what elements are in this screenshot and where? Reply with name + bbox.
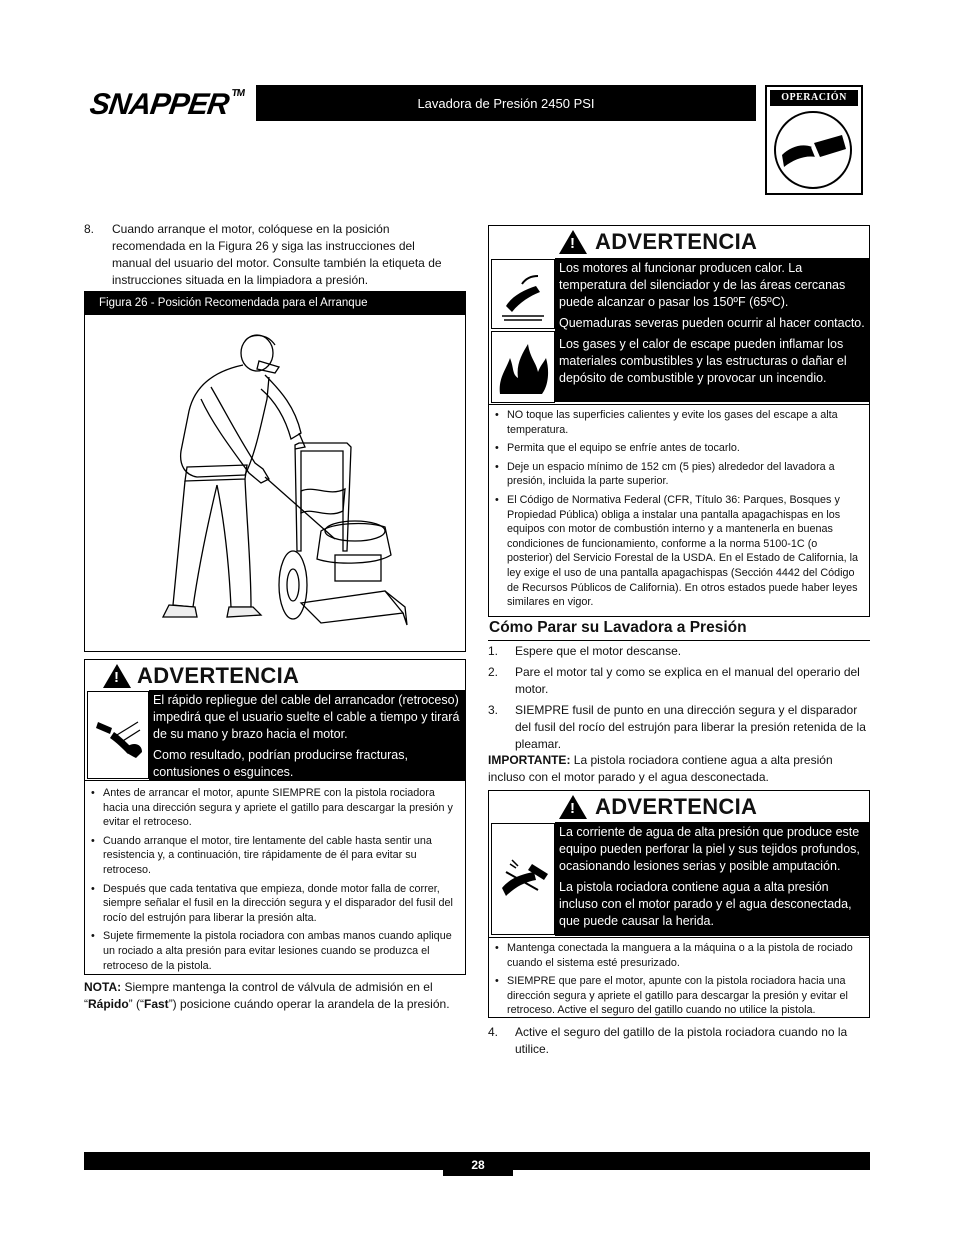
step-4-list [488, 1024, 870, 1062]
stop-steps-list [488, 643, 870, 757]
warning-header [489, 226, 869, 258]
warning-high-pressure [488, 790, 870, 1018]
page-title: Lavadora de Presión 2450 PSI [417, 95, 595, 111]
nota-label: NOTA: [84, 980, 122, 994]
step-number: 2. [488, 665, 499, 679]
nota-fast: Fast [144, 997, 169, 1011]
step-8-number: 8. [84, 222, 95, 236]
warning-header [85, 660, 465, 692]
header-title-bar [256, 85, 756, 121]
warning-hazard-text: El rápido repliegue del cable del arrancador (retroceso) impedirá que el usuario suelte el cable a tiempo y tirará de su mano y brazo hacia el motor. [153, 693, 460, 741]
warning-kickback [84, 659, 466, 975]
warning-heat-text: Los motores al funcionar producen calor. La temperatura del silenciador y de las áreas cercanas puede alcanzar o pasar los 150ºF (65ºC). [559, 261, 846, 309]
page-number: 28 [443, 1152, 513, 1176]
warning-bullets [491, 408, 861, 614]
injection-hazard-icon [491, 823, 555, 935]
warning-triangle-icon [559, 795, 587, 819]
list-item [488, 643, 870, 660]
step-8-text: Cuando arranque el motor, colóquese en la posición recomendada en la Figura 26 y siga las instrucciones del manual del usuario del motor. Consulte también la etiqueta de instrucciones situada en la limpiadora a presión. [112, 222, 442, 287]
nota-rapido: Rápido [88, 997, 129, 1011]
list-item [488, 664, 870, 698]
warning-bullets [491, 941, 861, 1022]
warning-message [555, 822, 869, 936]
step-number: 1. [488, 644, 499, 658]
list-item: • Cuando arranque el motor, tire lentamente del cable hasta sentir una resistencia y, a continuación, tire rápidamente de él para evitar su retroceso. [87, 834, 459, 878]
warning-consequence-text: Como resultado, podrían producirse fracturas, contusiones o esguinces. [153, 748, 408, 779]
warning-injection-text: La corriente de agua de alta presión que produce este equipo pueden perforar la piel y sus tejidos profundos, ocasionando lesiones serias y posible amputación. [559, 825, 860, 873]
figure-caption: Figura 26 - Posición Recomendada para el Arranque [85, 292, 465, 315]
warning-fire-text: Los gases y el calor de escape pueden inflamar los materiales combustibles y las estructuras o dañar el depósito de combustible y provocar un incendio. [559, 337, 847, 385]
list-item: • Después que cada tentativa que empieza, donde motor falla de correr, siempre señalar el fusil en la dirección segura y el disparador del fusil del rocío del estrujón para liberar la presión alta. [87, 882, 459, 926]
hand-lever-icon [774, 111, 852, 189]
warning-pressure-text: La pistola rociadora contiene agua a alta presión incluso con el motor parado y el agua desconectada, que puede causar la herida. [559, 880, 852, 928]
section-title-stop: Cómo Parar su Lavadora a Presión [489, 619, 747, 636]
warning-title: ADVERTENCIA [595, 229, 758, 254]
warning-triangle-icon [103, 664, 131, 688]
logo-tm: TM [230, 88, 245, 99]
list-item: • Mantenga conectada la manguera a la máquina o a la pistola de rociado cuando el sistema esté presurizado. [491, 941, 861, 970]
warning-message [555, 258, 869, 402]
operation-badge [765, 85, 863, 195]
list-item: • Permita que el equipo se enfríe antes de tocarlo. [491, 441, 861, 456]
list-item: • Deje un espacio mínimo de 152 cm (5 pies) alrededor del lavadora a presión, incluida la parte superior. [491, 460, 861, 489]
nota-text-3: ”) posicione cuándo operar la arandela de la presión. [168, 997, 450, 1011]
list-item: • NO toque las superficies calientes y evite los gases del escape a alta temperatura. [491, 408, 861, 437]
fire-icon [491, 331, 555, 403]
list-item: • Antes de arrancar el motor, apunte SIEMPRE con la pistola rociadora hacia una dirección segura y apriete el gatillo para descargar la presión y evitar el retroceso. [87, 786, 459, 830]
nota-paragraph [84, 979, 468, 1013]
warning-triangle-icon [559, 230, 587, 254]
person-starting-washer-illustration [85, 315, 465, 651]
step-text: Pare el motor tal y como se explica en el manual del operario del motor. [515, 665, 860, 696]
warning-header [489, 791, 869, 823]
step-text: SIEMPRE fusil de punto en una dirección segura y el disparador del fusil del rocío del estrujón para liberar la presión retenida de la pleamar. [515, 703, 866, 751]
warning-title: ADVERTENCIA [137, 663, 300, 688]
step-number: 3. [488, 703, 499, 717]
snapper-logo [88, 88, 245, 122]
list-item [488, 1024, 870, 1058]
importante-label: IMPORTANTE: [488, 753, 571, 767]
list-item: • SIEMPRE que pare el motor, apunte con la pistola rociadora hacia una dirección segura y apriete el gatillo para descargar la presión y evitar el retroceso. Active el seguro del gatillo cuando no utilice la pistola. [491, 974, 861, 1018]
section-divider [488, 640, 870, 641]
warning-title: ADVERTENCIA [595, 794, 758, 819]
step-text: Active el seguro del gatillo de la pistola rociadora cuando no la utilice. [515, 1025, 848, 1056]
warning-message [149, 690, 465, 780]
list-item: • Sujete firmemente la pistola rociadora con ambas manos cuando aplique un rociado a alta presión para evitar lesiones cuando se produzca el retroceso de la pistola. [87, 929, 459, 973]
operation-badge-label: OPERACIÓN [770, 90, 858, 106]
list-item [488, 702, 870, 753]
importante-text: La pistola rociadora contiene agua a alta presión incluso con el motor parado y el agua desconectada. [488, 753, 833, 784]
list-item: • El Código de Normativa Federal (CFR, Título 36: Parques, Bosques y Propiedad Pública) obliga a instalar una pantalla apagachispas en los equipos con motor de combustión interno y a mantenerla en buenas condiciones de funcionamiento, conforme a la norma 5100-1C (o posterior) del Servicio Forestal de la USDA. En el Estado de California, la ley exige el uso de una pantalla apagachispas (Sección 4442 del Código de Recursos Públicos de California). En otros estados puede haber leyes similares en vigor. [491, 493, 861, 610]
figure-26 [84, 291, 466, 652]
kickback-hand-icon [87, 691, 149, 779]
step-text: Espere que el motor descanse. [515, 644, 682, 658]
logo-text: SNAPPER [87, 88, 231, 121]
warning-hot-surfaces [488, 225, 870, 617]
nota-text-2: ” (“ [128, 997, 144, 1011]
nota-text-1: Siempre mantenga la control de válvula de admisión en el “ [84, 980, 433, 1011]
importante-paragraph [488, 752, 870, 786]
warning-burns-text: Quemaduras severas pueden ocurrir al hacer contacto. [559, 316, 865, 330]
hot-surface-icon [491, 259, 555, 329]
warning-bullets [87, 786, 459, 977]
step-number: 4. [488, 1025, 499, 1039]
